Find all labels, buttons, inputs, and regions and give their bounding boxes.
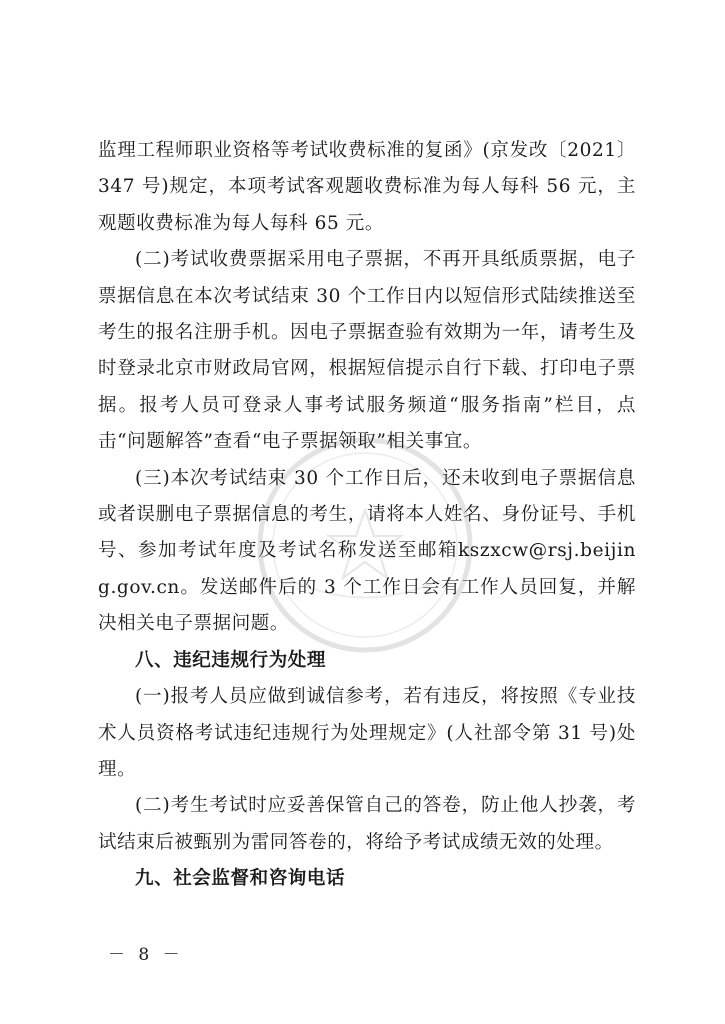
paragraph-integrity: (一)报考人员应做到诚信参考，若有违反，将按照《专业技术人员资格考试违纪违规行为处理规定》(人社部令第 31 号)处理。 (98, 686, 636, 780)
paragraph-receipt-support: (三)本次考试结束 30 个工作日后，还未收到电子票据信息或者误删电子票据信息的考生，请将本人姓名、身份证号、手机号、参加考试年度及考试名称发送至邮箱kszxcw@rsj.beijing.gov.cn。发送邮件后的 3 个工作日会有工作人员回复，并解决相关电子票据问题。 (98, 467, 636, 635)
paragraph-answer-sheet: (二)考生考试时应妥善保管自己的答卷，防止他人抄袭，考试结束后被甄别为雷同答卷的，将给予考试成绩无效的处理。 (98, 795, 636, 853)
page-number: － 8 － (108, 945, 184, 965)
document-body (98, 133, 636, 898)
paragraph-electronic-receipt: (二)考试收费票据采用电子票据，不再开具纸质票据，电子票据信息在本次考试结束 30 个工作日内以短信形式陆续推送至考生的报名注册手机。因电子票据查验有效期为一年，请考生及时登录北京市财政局官网，根据短信提示自行下载、打印电子票据。报考人员可登录人事考试服务频道“服务指南”栏目，点击“问题解答”查看“电子票据领取”相关事宜。 (98, 249, 636, 453)
section-heading-supervision: 九、社会监督和咨询电话 (135, 868, 346, 890)
paragraph-fee-standard: 监理工程师职业资格等考试收费标准的复函》(京发改〔2021〕347 号)规定，本项考试客观题收费标准为每人每科 56 元，主观题收费标准为每人每科 65 元。 (98, 140, 636, 234)
section-heading-discipline: 八、违纪违规行为处理 (135, 649, 327, 671)
